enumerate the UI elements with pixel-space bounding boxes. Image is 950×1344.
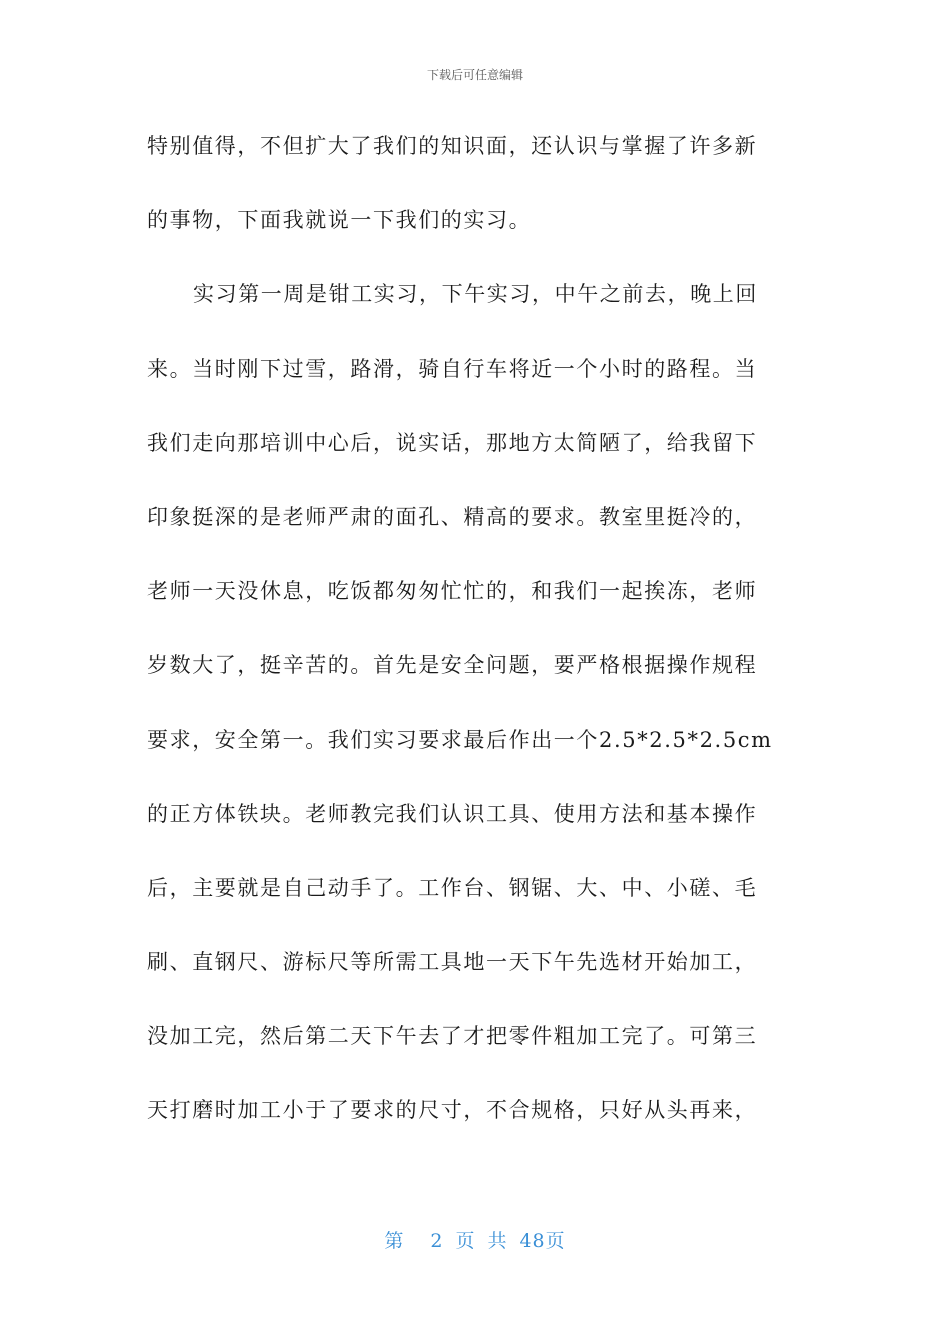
document-body xyxy=(147,126,807,1165)
footer-total-prefix: 共 xyxy=(487,1230,508,1252)
total-pages-number: 48 xyxy=(519,1230,546,1252)
current-page-number: 2 xyxy=(430,1230,444,1252)
page-header: 下载后可任意编辑 xyxy=(426,68,523,82)
body-line: 印象挺深的是老师严肃的面孔、精高的要求。教室里挺冷的， xyxy=(147,504,758,529)
body-line-paragraph-start: 实习第一周是钳工实习，下午实习，中午之前去，晚上回 xyxy=(193,282,758,307)
footer-suffix: 页 xyxy=(545,1230,566,1252)
page-footer xyxy=(0,1226,950,1253)
body-line: 天打磨时加工小于了要求的尺寸，不合规格，只好从头再来， xyxy=(147,1098,758,1123)
body-line: 岁数大了，挺辛苦的。首先是安全问题，要严格根据操作规程 xyxy=(147,653,758,678)
body-line: 来。当时刚下过雪，路滑，骑自行车将近一个小时的路程。当 xyxy=(147,356,758,381)
body-line: 的事物，下面我就说一下我们的实习。 xyxy=(147,208,532,233)
footer-prefix: 第 xyxy=(384,1230,405,1252)
body-line: 要求，安全第一。我们实习要求最后作出一个2.5*2.5*2.5cm xyxy=(147,727,773,752)
body-line: 我们走向那培训中心后，说实话，那地方太简陋了，给我留下 xyxy=(147,430,758,455)
body-line: 刷、直钢尺、游标尺等所需工具地一天下午先选材开始加工， xyxy=(147,950,758,975)
body-line: 老师一天没休息，吃饭都匆匆忙忙的，和我们一起挨冻，老师 xyxy=(147,579,758,604)
body-line: 的正方体铁块。老师教完我们认识工具、使用方法和基本操作 xyxy=(147,801,758,826)
body-line: 特别值得，不但扩大了我们的知识面，还认识与掌握了许多新 xyxy=(147,134,758,158)
body-line: 后，主要就是自己动手了。工作台、钢锯、大、中、小磋、毛 xyxy=(147,875,758,900)
footer-page-word: 页 xyxy=(455,1230,476,1252)
body-line: 没加工完，然后第二天下午去了才把零件粗加工完了。可第三 xyxy=(147,1024,758,1049)
